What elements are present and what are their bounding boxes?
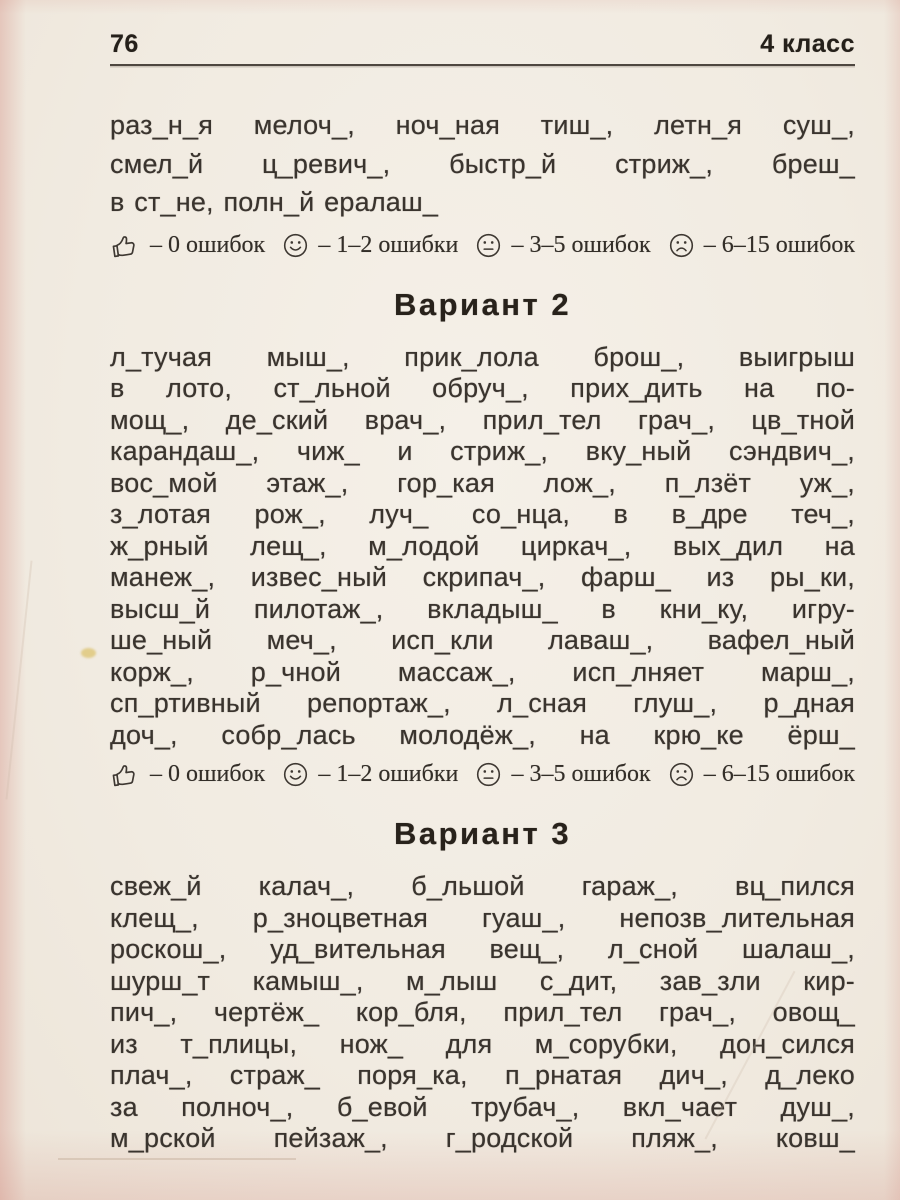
exercise-line: корж_, р_чной массаж_, исп_лняет марш_, [110,656,855,687]
rating-label: – 3–5 ошибок [511,231,651,258]
exercise-line: плач_, страж_ поря_ка, п_рнатая дич_, д_леко [110,1060,855,1090]
sad-face-icon [668,761,695,788]
exercise-line: пич_, чертёж_ кор_бля, прил_тел грач_, овощ_ [110,997,855,1027]
error-rating-legend [110,760,855,789]
page-header [110,0,855,59]
exercise-line: в лото, ст_льной обруч_, прих_дить на по- [110,373,855,403]
exercise-line: мощ_, де_ский врач_, прил_тел грач_, цв_тной [110,404,855,435]
thumbs-up-icon [108,228,143,261]
rating-item [282,232,458,259]
rating-item [668,761,855,788]
variant-2-words [110,342,855,752]
rating-label: – 3–5 ошибок [511,761,651,787]
exercise-line: роскош_, уд_вительная вещ_, л_сной шалаш_, [110,934,855,964]
neutral-face-icon [475,232,502,259]
exercise-line: клещ_, р_зноцветная гуаш_, непозв_лительная [110,902,855,933]
header-rule [110,64,855,66]
error-rating-legend [110,231,855,260]
exercise-sections [110,106,855,1155]
variant-heading: Вариант 2 [393,286,572,322]
variant-3-words [110,871,855,1155]
page-content [110,0,855,1155]
rating-label: – 6–15 ошибок [703,761,855,787]
rating-item [475,232,650,259]
page-number: 76 [110,30,139,58]
exercise-line: м_рской пейзаж_, г_родской пляж_, ковш_ [110,1123,855,1153]
exercise-line: свеж_й калач_, б_льшой гараж_, вц_пился [110,871,855,901]
exercise-line: за полноч_, б_евой трубач_, вкл_чает душ_, [110,1091,855,1122]
rating-label: – 0 ошибок [150,231,266,258]
variant-heading: Вариант 3 [393,816,572,851]
exercise-line: ше_ный меч_, исп_кли лаваш_, вафел_ный [110,625,855,655]
variant-1-words [110,106,855,222]
neutral-face-icon [475,761,502,788]
exercise-line: в ст_не, полн_й ералаш_ [110,187,439,217]
rating-item [282,761,458,788]
rating-item [110,231,265,260]
exercise-line: раз_н_я мелоч_, ноч_ная тиш_, летн_я суш_, [110,110,855,140]
exercise-line: сп_ртивный репортаж_, л_сная глуш_, р_дная [110,688,855,718]
rating-label: – 6–15 ошибок [703,231,855,258]
scan-artifact-line [58,1158,296,1160]
exercise-line: л_тучая мыш_, прик_лола брош_, выигрыш [110,341,855,372]
scan-crease [5,561,32,800]
rating-item [668,232,855,259]
rating-label: – 0 ошибок [150,761,266,787]
exercise-line: доч_, собр_лась молодёж_, на крю_ке ёрш_ [110,719,855,750]
rating-label: – 1–2 ошибки [318,761,459,787]
exercise-line: вос_мой этаж_, гор_кая лож_, п_лзёт уж_, [110,467,855,498]
smiley-face-icon [282,232,309,259]
exercise-line: карандаш_, чиж_ и стриж_, вку_ный сэндвич_, [110,436,855,466]
rating-item [110,760,265,789]
grade-label: 4 класс [760,30,855,58]
scan-stain [81,648,96,658]
exercise-line: ж_рный лещ_, м_лодой циркач_, вых_дил на [110,530,855,561]
exercise-line: из т_плицы, нож_ для м_сорубки, дон_сился [110,1028,855,1059]
rating-label: – 1–2 ошибки [318,231,459,258]
rating-item [475,761,650,788]
exercise-line: смел_й ц_ревич_, быстр_й стриж_, бреш_ [110,148,855,179]
exercise-line: з_лотая рож_, луч_ со_нца, в в_дре теч_, [110,499,855,529]
sad-face-icon [668,232,695,259]
thumbs-up-icon [108,758,143,791]
smiley-face-icon [282,761,309,788]
exercise-line: манеж_, извес_ный скрипач_, фарш_ из ры_ки, [110,562,855,592]
exercise-line: шурш_т камыш_, м_лыш с_дит, зав_зли кир- [110,965,855,996]
exercise-line: высш_й пилотаж_, вкладыш_ в кни_ку, игру- [110,593,855,624]
